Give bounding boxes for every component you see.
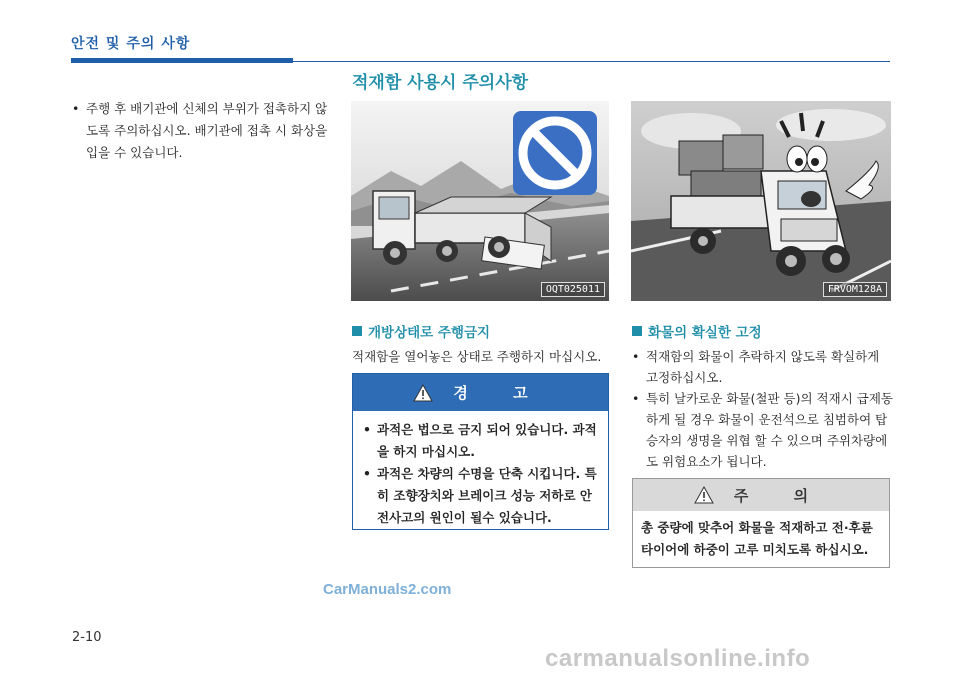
warning-box [352,373,609,530]
list-item [632,388,894,472]
bullet-dot: • [363,466,371,481]
bullet-dot: • [632,391,640,406]
open-tailgate-truck-illustration [351,101,609,301]
subsection-heading [352,321,490,341]
bullet-dot: • [72,101,80,116]
watermark-carmanuals2: CarManuals2.com [323,581,452,598]
list-item [363,419,598,463]
bullet-text: 특히 날카로운 화물(철판 등)의 적재시 급제동하게 될 경우 화물이 운전석으로 침범하여 탑승자의 생명을 위협 할 수 있으며 주위차량에도 위험요소가 됩니다. [646,391,893,469]
warning-item-text: 과적은 차량의 수명을 단축 시킵니다. 특히 조향장치와 브레이크 성능 저하로 안전사고의 원인이 될수 있습니다. [377,466,597,525]
page-number: 2-10 [72,630,102,645]
figure-code: FRVOM128A [823,282,887,297]
list-item [632,346,894,388]
warning-item-text: 과적은 법으로 금지 되어 있습니다. 과적을 하지 마십시오. [377,422,597,459]
section-title: 적재함 사용시 주의사항 [352,73,529,93]
warning-header [353,374,608,411]
subsection-heading [632,321,762,341]
chapter-title: 안전 및 주의 사항 [71,36,191,52]
list-item [363,463,598,529]
overloaded-truck-image [631,101,891,301]
left-bullet-list [72,98,334,164]
bullet-text: 적재함의 화물이 추락하지 않도록 확실하게 고정하십시오. [646,349,880,385]
caution-box [632,478,890,568]
figure-code: OQT025011 [541,282,605,297]
list-item [72,98,334,164]
bullet-text: 주행 후 배기관에 신체의 부위가 접촉하지 않도록 주의하십시오. 배기관에 접촉 시 화상을 입을 수 있습니다. [86,101,328,160]
subsection-text: 적재함을 열어놓은 상태로 주행하지 마십시오. [352,349,602,364]
subsection-heading-text: 화물의 확실한 고정 [648,325,762,341]
header-rule-thick [71,58,293,63]
warning-title: 경 고 [453,384,548,402]
overloaded-truck-illustration [631,101,891,301]
warning-triangle-icon [694,486,714,504]
truck-prohibition-image [351,101,609,301]
warning-body [353,411,608,529]
warning-triangle-icon [413,384,433,402]
square-bullet-icon [352,326,362,336]
square-bullet-icon [632,326,642,336]
right-bullet-list [632,346,894,472]
caution-title: 주 의 [733,486,829,505]
subsection-heading-text: 개방상태로 주행금지 [368,325,491,341]
bullet-dot: • [632,349,640,364]
header-rule-thin [293,61,890,62]
caution-text: 총 중량에 맞추어 화물을 적재하고 전·후륜 타이어에 하중이 고루 미치도록 하십시오. [641,520,873,557]
watermark-carmanualsonline: carmanualsonline.info [545,645,811,672]
caution-header [633,479,889,511]
bullet-dot: • [363,422,371,437]
